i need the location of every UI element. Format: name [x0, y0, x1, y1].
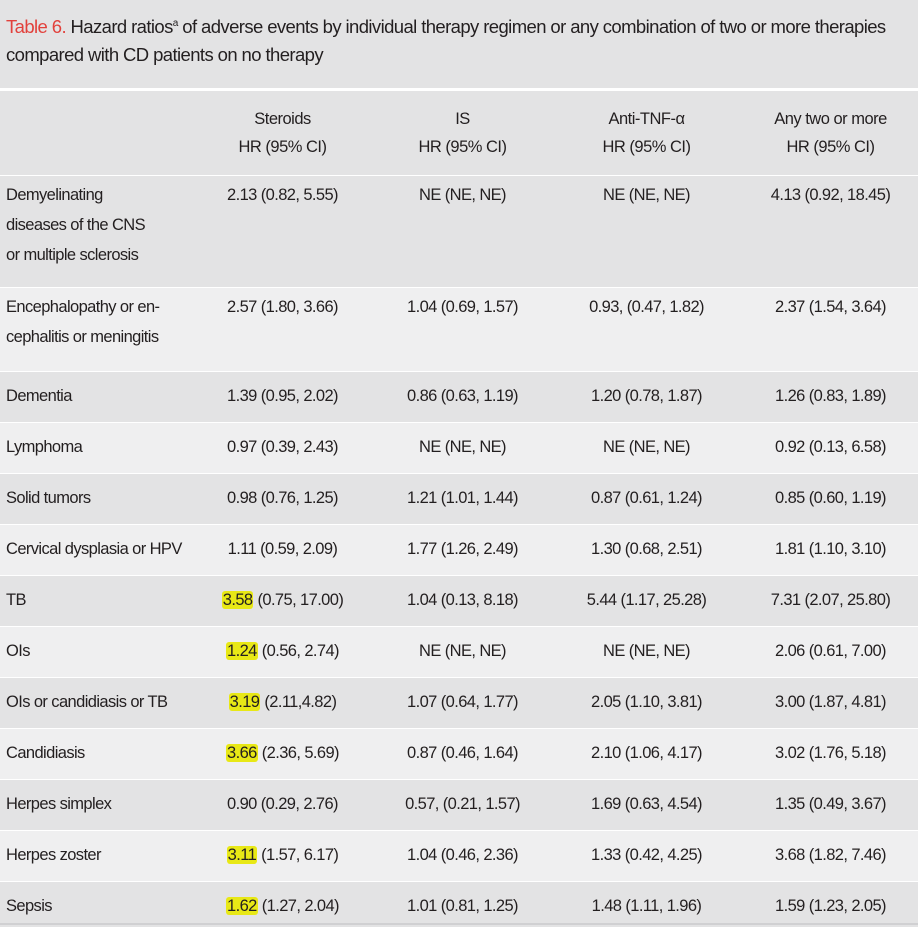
steroids-ci: (1.80, 3.66)	[256, 297, 338, 316]
is-cell: 1.77 (1.26, 2.49)	[375, 524, 550, 575]
is-cell: 1.04 (0.46, 2.36)	[375, 830, 550, 881]
table-row	[0, 175, 918, 287]
table-row	[0, 830, 918, 881]
steroids-ci: (0.76, 1.25)	[256, 488, 338, 507]
table-row	[0, 575, 918, 626]
hazard-ratio-table	[0, 91, 918, 927]
any-two-cell: 0.85 (0.60, 1.19)	[743, 473, 918, 524]
steroids-ci: (0.95, 2.02)	[256, 386, 338, 405]
anti-tnf-cell: NE (NE, NE)	[550, 626, 743, 677]
any-two-cell: 2.06 (0.61, 7.00)	[743, 626, 918, 677]
any-two-cell: 1.81 (1.10, 3.10)	[743, 524, 918, 575]
anti-tnf-cell: NE (NE, NE)	[550, 175, 743, 287]
is-cell: NE (NE, NE)	[375, 626, 550, 677]
anti-tnf-cell: 0.93, (0.47, 1.82)	[550, 287, 743, 371]
row-label: Herpes zoster	[0, 830, 190, 881]
steroids-cell	[190, 371, 375, 422]
table-row	[0, 473, 918, 524]
row-label: Herpes simplex	[0, 779, 190, 830]
steroids-ci: (0.59, 2.09)	[256, 539, 338, 558]
row-label: Sepsis	[0, 881, 190, 927]
steroids-cell	[190, 830, 375, 881]
steroids-ci: (1.57, 6.17)	[257, 845, 339, 864]
steroids-hr: 2.13	[227, 185, 257, 204]
anti-tnf-cell: 2.10 (1.06, 4.17)	[550, 728, 743, 779]
hazard-ratio-table-wrapper	[0, 91, 918, 927]
steroids-hr-highlighted: 1.24	[227, 641, 257, 660]
table-number: Table 6.	[6, 16, 66, 37]
any-two-cell: 2.37 (1.54, 3.64)	[743, 287, 918, 371]
any-two-cell: 3.68 (1.82, 7.46)	[743, 830, 918, 881]
is-cell: 1.21 (1.01, 1.44)	[375, 473, 550, 524]
steroids-ci: (0.39, 2.43)	[256, 437, 338, 456]
is-cell: 1.01 (0.81, 1.25)	[375, 881, 550, 927]
row-label: Cervical dysplasia or HPV	[0, 524, 190, 575]
steroids-hr-highlighted: 3.11	[227, 845, 257, 864]
any-two-cell: 4.13 (0.92, 18.45)	[743, 175, 918, 287]
table-caption	[0, 0, 918, 88]
bottom-rule	[0, 923, 918, 925]
steroids-hr-highlighted: 1.62	[227, 896, 257, 915]
steroids-hr-highlighted: 3.58	[222, 590, 253, 609]
is-cell: 0.86 (0.63, 1.19)	[375, 371, 550, 422]
anti-tnf-cell: 2.05 (1.10, 3.81)	[550, 677, 743, 728]
anti-tnf-cell: 1.33 (0.42, 4.25)	[550, 830, 743, 881]
table-row	[0, 422, 918, 473]
steroids-cell	[190, 422, 375, 473]
row-label: Lymphoma	[0, 422, 190, 473]
is-cell: 1.04 (0.13, 8.18)	[375, 575, 550, 626]
anti-tnf-cell: 1.48 (1.11, 1.96)	[550, 881, 743, 927]
any-two-cell: 1.26 (0.83, 1.89)	[743, 371, 918, 422]
table-row	[0, 728, 918, 779]
steroids-hr: 1.39	[227, 386, 257, 405]
steroids-cell	[190, 881, 375, 927]
steroids-cell	[190, 779, 375, 830]
header-is: IS HR (95% CI)	[418, 109, 507, 156]
caption-text-start: Hazard ratios	[66, 16, 173, 37]
anti-tnf-cell: 0.87 (0.61, 1.24)	[550, 473, 743, 524]
steroids-cell	[190, 175, 375, 287]
header-any-two: Any two or more HR (95% CI)	[774, 109, 887, 156]
header-steroids: Steroids HR (95% CI)	[238, 109, 327, 156]
is-cell: 0.57, (0.21, 1.57)	[375, 779, 550, 830]
is-cell: 1.07 (0.64, 1.77)	[375, 677, 550, 728]
is-cell: 0.87 (0.46, 1.64)	[375, 728, 550, 779]
row-label: OIs or candidiasis or TB	[0, 677, 190, 728]
row-label: Dementia	[0, 371, 190, 422]
steroids-cell	[190, 677, 375, 728]
steroids-hr: 0.98	[227, 488, 257, 507]
table-row	[0, 626, 918, 677]
steroids-cell	[190, 473, 375, 524]
is-cell: NE (NE, NE)	[375, 175, 550, 287]
anti-tnf-cell: 5.44 (1.17, 25.28)	[550, 575, 743, 626]
steroids-cell	[190, 626, 375, 677]
any-two-cell: 3.00 (1.87, 4.81)	[743, 677, 918, 728]
row-label: Demyelinating diseases of the CNS or multiple sclerosis	[0, 175, 190, 287]
steroids-cell	[190, 524, 375, 575]
steroids-cell	[190, 287, 375, 371]
table-row	[0, 287, 918, 371]
steroids-ci: (0.29, 2.76)	[256, 794, 338, 813]
anti-tnf-cell: 1.69 (0.63, 4.54)	[550, 779, 743, 830]
steroids-hr: 1.11	[227, 539, 257, 558]
steroids-ci: (0.82, 5.55)	[256, 185, 338, 204]
row-label: Encephalopathy or en-cephalitis or meningitis	[0, 287, 190, 371]
row-label: OIs	[0, 626, 190, 677]
steroids-ci: (2.36, 5.69)	[257, 743, 339, 762]
header-anti-tnf: Anti-TNF-α HR (95% CI)	[602, 109, 691, 156]
table-row	[0, 779, 918, 830]
steroids-ci: (1.27, 2.04)	[257, 896, 339, 915]
caption-text-end: of adverse events by individual therapy regimen or any combination of two or more therapies compared with CD patients on no therapy	[6, 16, 886, 65]
steroids-hr: 2.57	[227, 297, 257, 316]
any-two-cell: 3.02 (1.76, 5.18)	[743, 728, 918, 779]
table-row	[0, 371, 918, 422]
anti-tnf-cell: 1.20 (0.78, 1.87)	[550, 371, 743, 422]
row-label: Candidiasis	[0, 728, 190, 779]
any-two-cell: 1.59 (1.23, 2.05)	[743, 881, 918, 927]
table-row	[0, 524, 918, 575]
header-row	[0, 91, 918, 175]
steroids-hr-highlighted: 3.19	[229, 692, 260, 711]
steroids-ci: (0.75, 17.00)	[253, 590, 344, 609]
row-label: Solid tumors	[0, 473, 190, 524]
steroids-hr: 0.90	[227, 794, 257, 813]
any-two-cell: 7.31 (2.07, 25.80)	[743, 575, 918, 626]
anti-tnf-cell: 1.30 (0.68, 2.51)	[550, 524, 743, 575]
steroids-cell	[190, 575, 375, 626]
is-cell: 1.04 (0.69, 1.57)	[375, 287, 550, 371]
steroids-hr-highlighted: 3.66	[227, 743, 257, 762]
any-two-cell: 0.92 (0.13, 6.58)	[743, 422, 918, 473]
table-row	[0, 881, 918, 927]
steroids-ci: (0.56, 2.74)	[257, 641, 339, 660]
steroids-hr: 0.97	[227, 437, 257, 456]
is-cell: NE (NE, NE)	[375, 422, 550, 473]
row-label: TB	[0, 575, 190, 626]
steroids-ci: (2.11,4.82)	[260, 692, 337, 711]
footnote-marker: a	[172, 17, 178, 29]
steroids-cell	[190, 728, 375, 779]
any-two-cell: 1.35 (0.49, 3.67)	[743, 779, 918, 830]
header-empty	[0, 91, 190, 175]
anti-tnf-cell: NE (NE, NE)	[550, 422, 743, 473]
table-row	[0, 677, 918, 728]
